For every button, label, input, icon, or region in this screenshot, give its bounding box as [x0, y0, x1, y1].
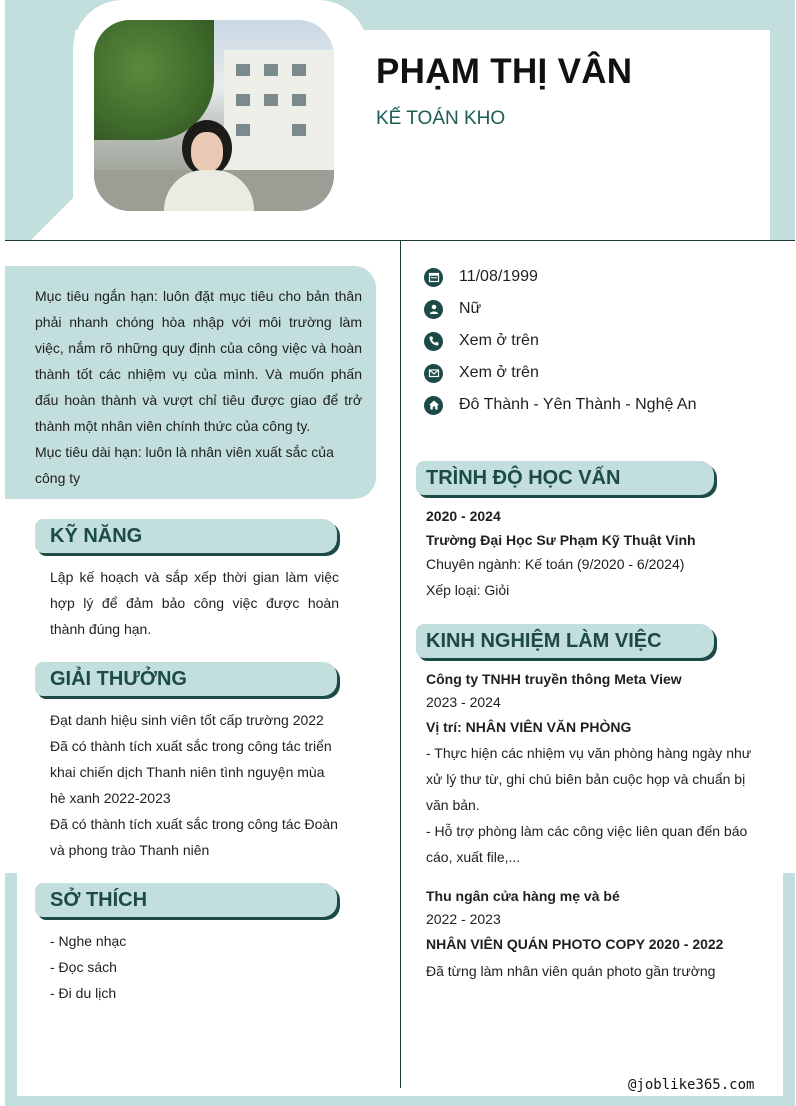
- award-line: Đạt danh hiệu sinh viên tốt cấp trường 2022: [50, 712, 324, 728]
- objective-long-term: Mục tiêu dài hạn: luôn là nhân viên xuất sắc của công ty: [35, 444, 334, 486]
- job2-period: 2022 - 2023: [426, 911, 501, 927]
- job2-company: Thu ngân cửa hàng mẹ và bé: [426, 888, 620, 904]
- hobby-item: - Nghe nhạc: [50, 933, 127, 949]
- job1-position: Vị trí: NHÂN VIÊN VĂN PHÒNG: [426, 719, 632, 735]
- job1-line: văn bản.: [426, 797, 480, 813]
- job1-period: 2023 - 2024: [426, 694, 501, 710]
- job3-title: NHÂN VIÊN QUÁN PHOTO COPY 2020 - 2022: [426, 936, 724, 952]
- award-line: hè xanh 2022-2023: [50, 790, 171, 806]
- candidate-name: PHẠM THỊ VÂN: [376, 52, 633, 91]
- contact-address: [424, 394, 697, 416]
- phone-icon: [424, 332, 443, 351]
- hobbies-list: [50, 928, 250, 1006]
- job-title: KẾ TOÁN KHO: [376, 108, 506, 129]
- hobby-item: - Đi du lịch: [50, 985, 117, 1001]
- photo-person-face: [191, 132, 223, 172]
- photo-building: [224, 50, 334, 170]
- experience-job-2: [426, 885, 776, 984]
- education-grade: Xếp loại: Giỏi: [426, 582, 510, 598]
- award-line: và phong trào Thanh niên: [50, 842, 210, 858]
- user-icon: [424, 300, 443, 319]
- email-text: Xem ở trên: [459, 364, 539, 381]
- award-line: Đã có thành tích xuất sắc trong công tác Đoàn: [50, 816, 338, 832]
- education-heading: TRÌNH ĐỘ HỌC VẤN: [416, 461, 714, 495]
- job1-line: cáo, xuất file,...: [426, 849, 521, 865]
- frame-bottom: [5, 1096, 795, 1106]
- profile-photo: [94, 20, 334, 211]
- calendar-icon: [424, 268, 443, 287]
- education-school: Trường Đại Học Sư Phạm Kỹ Thuật Vinh: [426, 532, 696, 548]
- objective-short-term: Mục tiêu ngắn hạn: luôn đặt mục tiêu cho bản thân phải nhanh chóng hòa nhập với môi trường làm việc, nắm rõ những quy định của công việc và hoàn thành tốt các nhiệm vụ của mình. Và muốn phấn đấu hoàn thành và vượt chỉ tiêu được giao để trở thành một nhân viên chính thức của công ty.: [35, 288, 362, 434]
- education-period: 2020 - 2024: [426, 508, 501, 524]
- job1-company: Công ty TNHH truyền thông Meta View: [426, 671, 682, 687]
- address-text: Đô Thành - Yên Thành - Nghệ An: [459, 396, 697, 413]
- phone-text: Xem ở trên: [459, 332, 539, 349]
- experience-heading: KINH NGHIỆM LÀM VIỆC: [416, 624, 714, 658]
- photo-bubble-tail: [30, 196, 75, 241]
- skills-heading: KỸ NĂNG: [35, 519, 337, 553]
- dob-text: 11/08/1999: [459, 268, 538, 285]
- experience-job-1: [426, 668, 776, 870]
- contact-phone: [424, 330, 539, 352]
- contact-gender: [424, 298, 481, 320]
- job1-line: - Thực hiện các nhiệm vụ văn phòng hàng ngày như: [426, 745, 752, 761]
- gender-text: Nữ: [459, 300, 482, 317]
- skills-text: Lập kế hoạch và sắp xếp thời gian làm việc hợp lý để đảm bảo công việc được hoàn thành đúng hạn.: [50, 569, 339, 637]
- award-line: khai chiến dịch Thanh niên tình nguyện mùa: [50, 764, 325, 780]
- column-divider: [400, 241, 401, 1088]
- job3-desc: Đã từng làm nhân viên quán photo gần trường: [426, 963, 716, 979]
- education-entry: [426, 503, 766, 603]
- hobbies-heading: SỞ THÍCH: [35, 883, 337, 917]
- watermark: @joblike365.com: [628, 1077, 755, 1093]
- awards-list: [50, 707, 350, 863]
- home-icon: [424, 396, 443, 415]
- frame-right: [783, 873, 795, 1106]
- education-major: Chuyên ngành: Kế toán (9/2020 - 6/2024): [426, 556, 685, 572]
- award-line: Đã có thành tích xuất sắc trong công tác triển: [50, 738, 332, 754]
- frame-left: [5, 873, 17, 1106]
- envelope-icon: [424, 364, 443, 383]
- job1-line: xử lý thư từ, ghi chú biên bản cuộc họp và chuẩn bị: [426, 771, 746, 787]
- awards-heading: GIẢI THƯỞNG: [35, 662, 337, 696]
- career-objective: [5, 266, 376, 499]
- contact-email: [424, 362, 539, 384]
- contact-dob: [424, 266, 538, 288]
- job1-line: - Hỗ trợ phòng làm các công việc liên quan đến báo: [426, 823, 748, 839]
- hobby-item: - Đọc sách: [50, 959, 117, 975]
